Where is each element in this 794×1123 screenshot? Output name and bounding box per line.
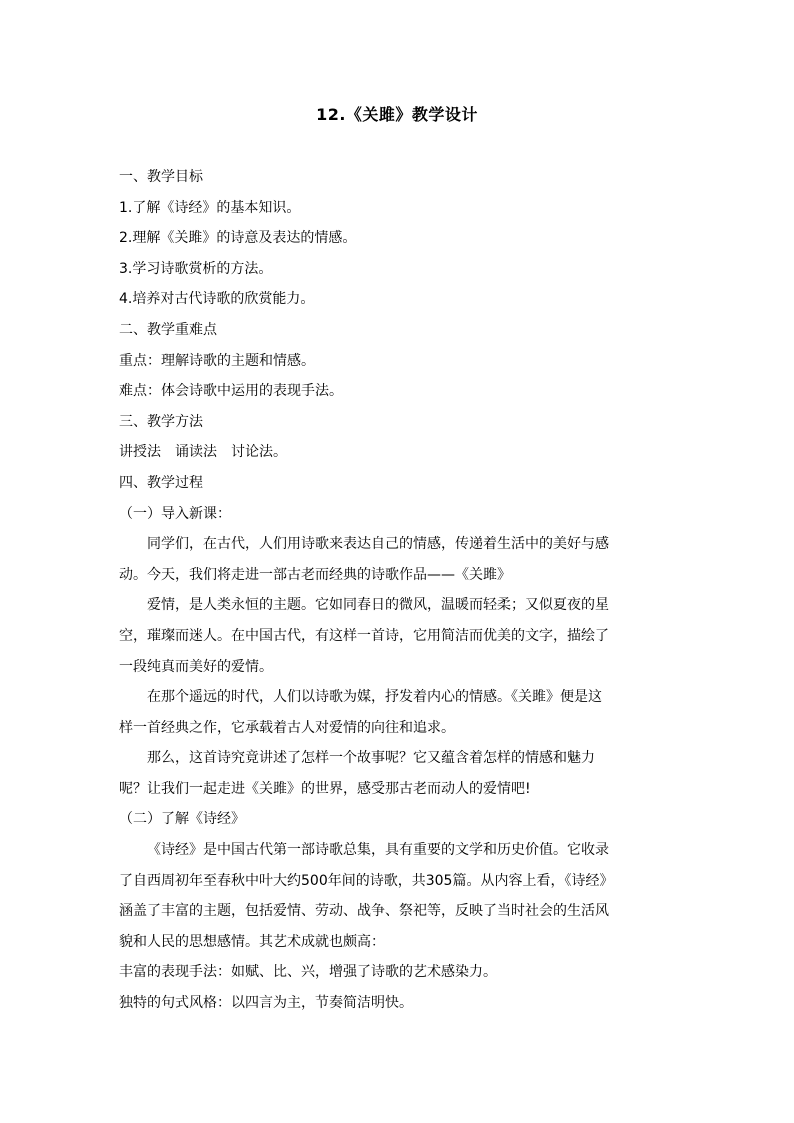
goal-item-4: 4.培养对古代诗歌的欣赏能力。: [119, 291, 315, 308]
paragraph-line: 涵盖了丰富的主题，包括爱情、劳动、战争、祭祀等，反映了当时社会的生活风: [119, 903, 609, 920]
paragraph-line: 《诗经》是中国古代第一部诗歌总集，具有重要的文学和历史价值。它收录: [147, 842, 609, 859]
section-heading-process: 四、教学过程: [119, 474, 203, 491]
subsection-intro-heading: （一）导入新课：: [119, 505, 231, 522]
feature-item: 丰富的表现手法：如赋、比、兴，增强了诗歌的艺术感染力。: [119, 964, 497, 981]
paragraph-line: 呢？让我们一起走进《关雎》的世界，感受那古老而动人的爱情吧!: [119, 780, 531, 797]
difficult-point: 难点：体会诗歌中运用的表现手法。: [119, 383, 343, 400]
key-point: 重点：理解诗歌的主题和情感。: [119, 352, 315, 369]
goal-item-1: 1.了解《诗经》的基本知识。: [119, 199, 301, 216]
paragraph-line: 同学们，在古代，人们用诗歌来表达自己的情感，传递着生活中的美好与感: [147, 536, 609, 553]
paragraph-line: 那么，这首诗究竟讲述了怎样一个故事呢？它又蕴含着怎样的情感和魅力: [147, 750, 595, 767]
paragraph-line: 在那个遥远的时代，人们以诗歌为媒，抒发着内心的情感。《关雎》便是这: [147, 689, 602, 706]
paragraph-line: 貌和人民的思想感情。其艺术成就也颇高：: [119, 933, 385, 950]
paragraph-line: 空，璀璨而迷人。在中国古代，有这样一首诗，它用简洁而优美的文字，描绘了: [119, 627, 609, 644]
goal-item-2: 2.理解《关雎》的诗意及表达的情感。: [119, 230, 357, 247]
paragraph-line: 样一首经典之作，它承载着古人对爱情的向往和追求。: [119, 719, 455, 736]
paragraph-line: 了自西周初年至春秋中叶大约500年间的诗歌，共305篇。从内容上看，《诗经》: [119, 872, 614, 889]
feature-item: 独特的句式风格：以四言为主，节奏简洁明快。: [119, 995, 413, 1012]
document-title: 12.《关雎》教学设计: [316, 105, 478, 124]
paragraph-line: 爱情，是人类永恒的主题。它如同春日的微风，温暖而轻柔；又似夏夜的星: [147, 597, 609, 614]
section-heading-key-points: 二、教学重难点: [119, 321, 217, 338]
document-body: [119, 162, 679, 1019]
methods-text: 讲授法 诵读法 讨论法。: [119, 444, 287, 461]
section-heading-methods: 三、教学方法: [119, 413, 203, 430]
section-heading-goals: 一、教学目标: [119, 169, 203, 185]
goal-item-3: 3.学习诗歌赏析的方法。: [119, 260, 273, 277]
paragraph-line: 一段纯真而美好的爱情。: [119, 658, 273, 675]
subsection-shijing-heading: （二）了解《诗经》: [119, 811, 245, 828]
paragraph-line: 动。今天，我们将走进一部古老而经典的诗歌作品——《关雎》: [119, 566, 511, 583]
